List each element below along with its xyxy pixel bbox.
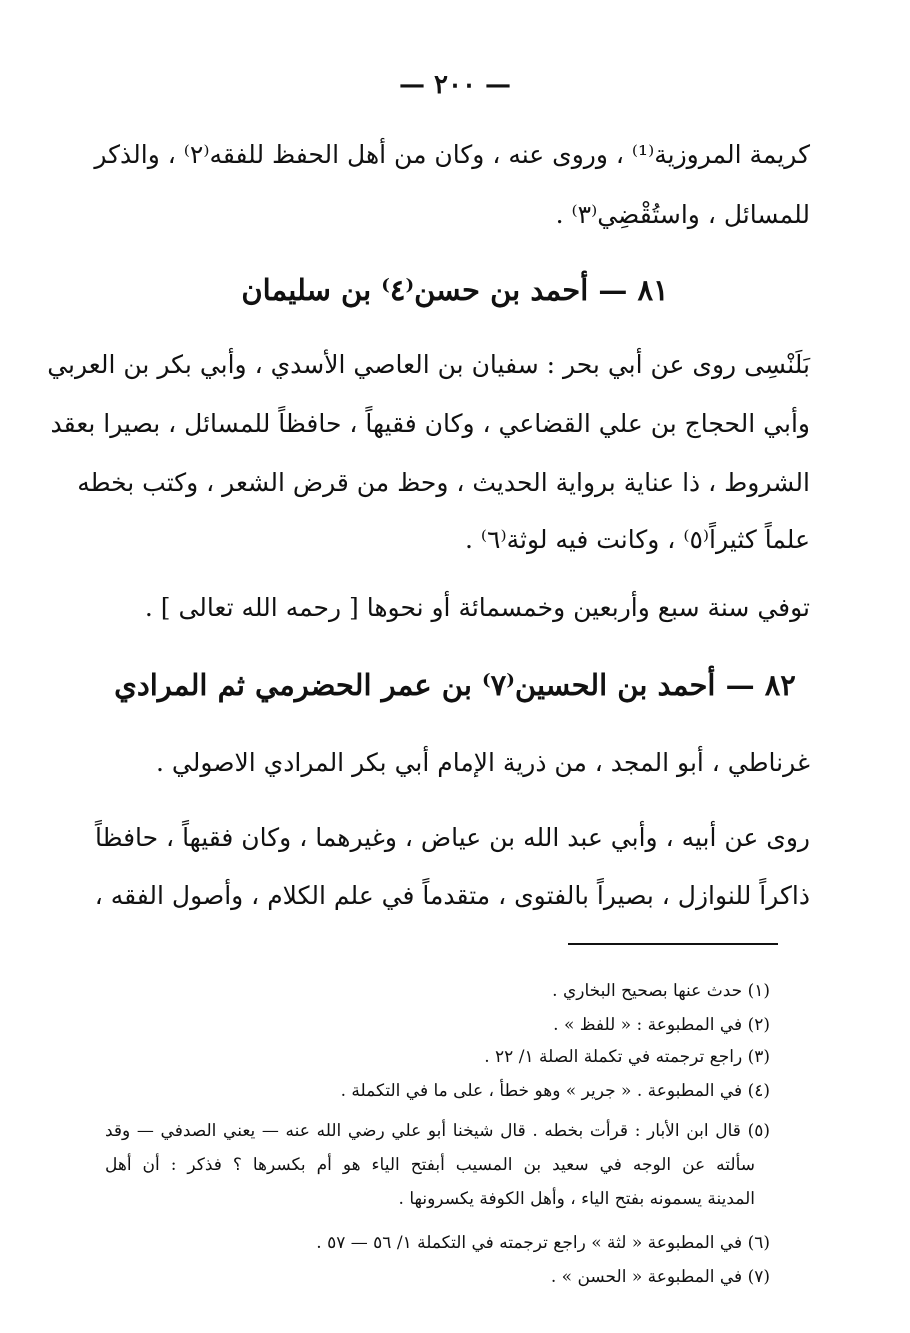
footnote-5-continued: المدينة يسمونه بفتح الياء ، وأهل الكوفة يكسرونها . [398,1189,755,1209]
page-number: — ٢٠٠ — [398,70,512,100]
text-line: بَلَنْسِى روى عن أبي بحر : سفيان بن العاصي الأسدي ، وأبي بكر بن العربي [47,350,810,379]
text-line: كريمة المروزية⁽¹⁾ ، وروى عنه ، وكان من أهل الحفظ للفقه⁽٢⁾ ، والذكر [94,140,810,169]
entry-heading-82: ٨٢ — أحمد بن الحسين⁽٧⁾ بن عمر الحضرمي ثم المرادي [114,668,796,702]
footnote-5-continued: سألته عن الوجه في سعيد بن المسيب أبفتح الياء هو أم بكسرها ؟ فذكر : أن أهل [105,1155,755,1175]
footnote-5: (٥) قال ابن الأبار : قرأت بخطه . قال شيخنا أبو علي رضي الله عنه — يعني الصدفي — وقد [105,1121,770,1141]
text-line: ذاكراً للنوازل ، بصيراً بالفتوى ، متقدماً في علم الكلام ، وأصول الفقه ، [94,881,810,910]
footnote-2: (٢) في المطبوعة : « للفظ » . [553,1015,770,1035]
footnote-7: (٧) في المطبوعة « الحسن » . [550,1267,770,1287]
footnote-1: (١) حدث عنها بصحيح البخاري . [552,981,770,1001]
text-line: روى عن أبيه ، وأبي عبد الله بن عياض ، وغيرهما ، وكان فقيهاً ، حافظاً [94,823,810,852]
footnote-3: (٣) راجع ترجمته في تكملة الصلة ١/ ٢٢ . [484,1047,770,1067]
text-line: غرناطي ، أبو المجد ، من ذرية الإمام أبي بكر المرادي الاصولي . [156,748,810,777]
footnote-separator [568,943,778,945]
entry-heading-81: ٨١ — أحمد بن حسن⁽٤⁾ بن سليمان [241,273,669,307]
text-line: للمسائل ، واستُقْضِي⁽٣⁾ . [555,200,810,229]
text-line: الشروط ، ذا عناية برواية الحديث ، وحظ من قرض الشعر ، وكتب بخطه [77,468,810,497]
text-line: وأبي الحجاج بن علي القضاعي ، وكان فقيهاً ، حافظاً للمسائل ، بصيرا بعقد [50,409,810,438]
footnote-6: (٦) في المطبوعة « لثة » راجع ترجمته في التكملة ١/ ٥٦ — ٥٧ . [316,1233,770,1253]
footnote-4: (٤) في المطبوعة . « جرير » وهو خطأ ، على ما في التكملة . [340,1081,770,1101]
death-note: توفي سنة سبع وأربعين وخمسمائة أو نحوها [ رحمه الله تعالى ] . [144,593,810,622]
text-line: علماً كثيراً⁽٥⁾ ، وكانت فيه لوثة⁽٦⁾ . [464,525,810,554]
